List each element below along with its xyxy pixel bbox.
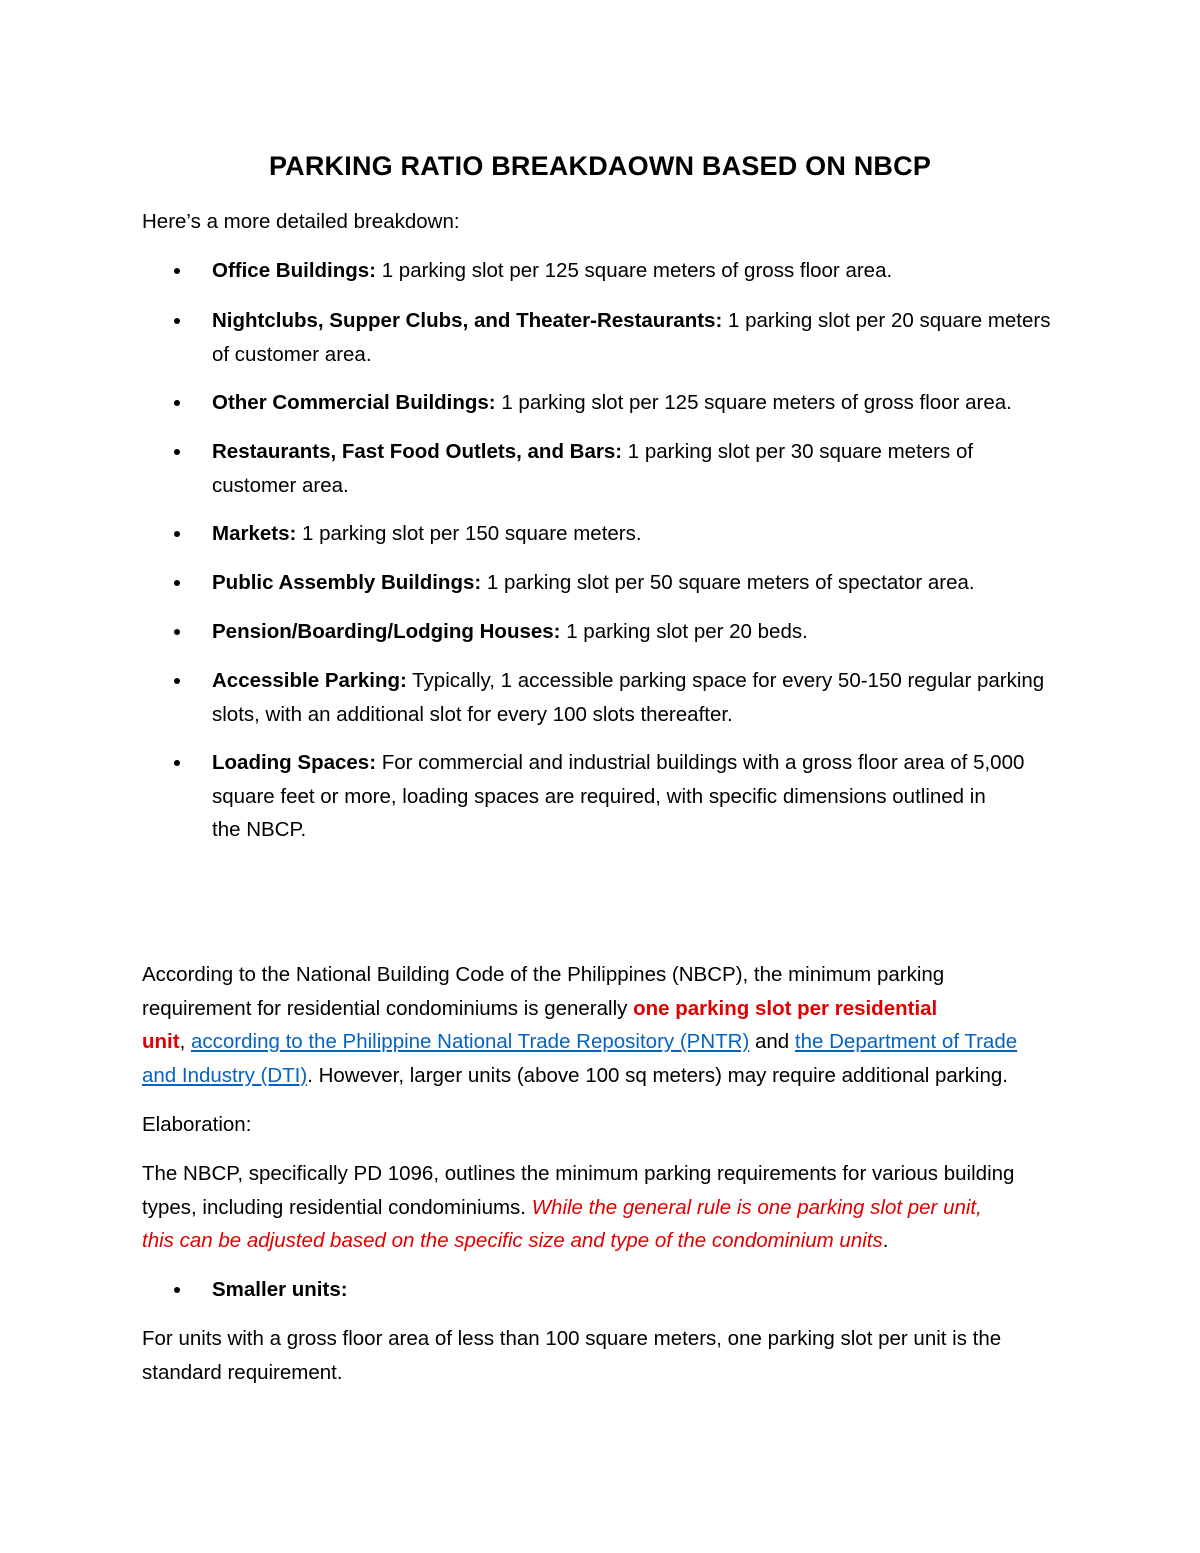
- para-text: .: [882, 1229, 889, 1252]
- bullet-icon: [174, 318, 180, 324]
- list-item: [212, 435, 1062, 502]
- smaller-units-item: [212, 1273, 1062, 1307]
- item-text: For commercial and industrial buildings with a gross floor area of 5,000: [376, 751, 1025, 774]
- emphasis-italic-text: While the general rule is one parking slot per unit,: [531, 1195, 982, 1219]
- item-text: 1 parking slot per 30 square meters of: [622, 440, 974, 463]
- item-text: 1 parking slot per 125 square meters of gross floor area.: [495, 391, 1012, 414]
- para-text: . However, larger units (above 100 sq meters) may require additional parking.: [307, 1063, 1008, 1087]
- para-text: types, including residential condominiums.: [142, 1195, 532, 1219]
- item-term: Public Assembly Buildings:: [212, 571, 482, 594]
- list-item: [212, 517, 1062, 551]
- list-item: [212, 254, 1062, 288]
- para-text: requirement for residential condominiums is generally: [142, 996, 634, 1020]
- bullet-icon: [174, 268, 180, 274]
- bullet-icon: [174, 580, 180, 586]
- para-text: and: [749, 1030, 795, 1053]
- para-text: ,: [179, 1030, 191, 1053]
- item-text: Typically, 1 accessible parking space for every 50-150 regular parking: [406, 669, 1045, 692]
- list-item: [212, 746, 1062, 847]
- emphasis-italic-text: this can be adjusted based on the specific size and type of the condominium units: [142, 1229, 883, 1252]
- bullet-icon: [174, 400, 180, 406]
- para-text: standard requirement.: [142, 1360, 343, 1384]
- item-term: Markets:: [212, 522, 297, 545]
- para-text: According to the National Building Code of the Philippines (NBCP), the minimum parking: [142, 963, 945, 986]
- bullet-icon: [174, 531, 180, 537]
- emphasis-text: unit: [142, 1030, 180, 1053]
- list-item: [212, 615, 1062, 649]
- item-term: Restaurants, Fast Food Outlets, and Bars:: [212, 440, 623, 463]
- item-text-cont: of customer area.: [212, 342, 372, 366]
- nbcp-residential-paragraph: [142, 958, 1062, 1092]
- para-text: The NBCP, specifically PD 1096, outlines the minimum parking requirements for various building: [142, 1162, 1015, 1185]
- para-text: For units with a gross floor area of less than 100 square meters, one parking slot per unit is the: [142, 1327, 1002, 1350]
- bullet-icon: [174, 678, 180, 684]
- item-term: Office Buildings:: [212, 259, 376, 282]
- item-term: Accessible Parking:: [212, 669, 407, 692]
- item-term: Smaller units:: [212, 1278, 348, 1301]
- item-text: 1 parking slot per 125 square meters of gross floor area.: [376, 259, 893, 282]
- page-title: PARKING RATIO BREAKDAOWN BASED ON NBCP: [268, 151, 932, 181]
- bullet-icon: [174, 1287, 180, 1293]
- nbcp-pd1096-paragraph: [142, 1157, 1062, 1258]
- list-item: [212, 304, 1062, 371]
- item-term: Pension/Boarding/Lodging Houses:: [212, 620, 561, 643]
- smaller-units-paragraph: [142, 1322, 1062, 1389]
- item-text: 1 parking slot per 150 square meters.: [296, 522, 642, 545]
- pntr-link[interactable]: according to the Philippine National Trade Repository (PNTR): [190, 1030, 750, 1053]
- list-item: [212, 566, 1062, 600]
- item-text: 1 parking slot per 20 square meters: [722, 309, 1051, 332]
- dti-link-cont[interactable]: and Industry (DTI): [142, 1063, 308, 1087]
- list-item: [212, 386, 1062, 420]
- item-term: Loading Spaces:: [212, 751, 377, 774]
- bullet-icon: [174, 629, 180, 635]
- item-term: Other Commercial Buildings:: [212, 391, 496, 414]
- item-text-cont: square feet or more, loading spaces are required, with specific dimensions outlined in: [212, 784, 986, 808]
- bullet-icon: [174, 449, 180, 455]
- item-text: 1 parking slot per 20 beds.: [560, 620, 808, 643]
- elaboration-label: Elaboration:: [142, 1113, 252, 1136]
- item-text-cont: slots, with an additional slot for every 100 slots thereafter.: [212, 702, 733, 726]
- intro-text: Here’s a more detailed breakdown:: [142, 210, 460, 233]
- item-text-cont: customer area.: [212, 473, 349, 497]
- item-text-cont: the NBCP.: [212, 818, 307, 841]
- item-term: Nightclubs, Supper Clubs, and Theater-Restaurants:: [212, 309, 723, 332]
- emphasis-text: one parking slot per residential: [633, 996, 938, 1020]
- item-text: 1 parking slot per 50 square meters of spectator area.: [481, 571, 975, 594]
- bullet-icon: [174, 760, 180, 766]
- list-item: [212, 664, 1062, 731]
- dti-link[interactable]: the Department of Trade: [794, 1030, 1018, 1053]
